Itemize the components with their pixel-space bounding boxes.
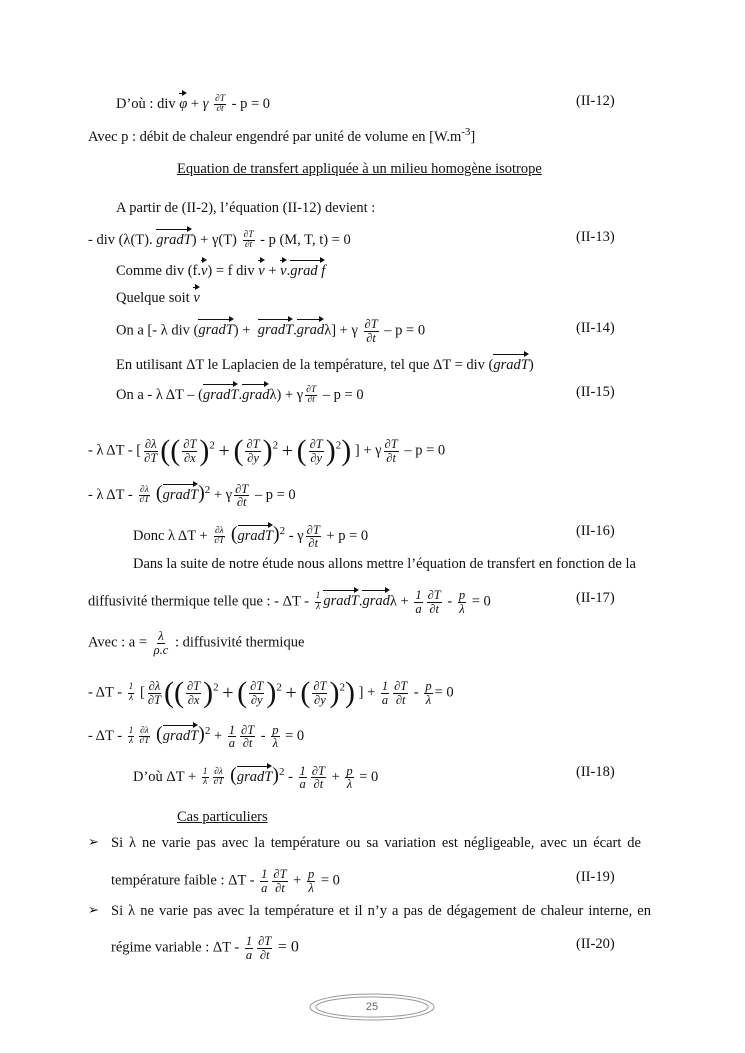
equation-ii-13: - div (λ(T). gradT) + γ(T) $\frac{\partial T}{\partial t}$ - p (M, T, t) = 0 (88, 229, 351, 251)
avec-a-line: Avec : a = $\frac{\lambda}{\rho.c}$ : diffusivité thermique (88, 629, 305, 657)
laplacian-line: En utilisant ΔT le Laplacien de la température, tel que ΔT = div (gradT) (116, 353, 534, 374)
equation-ii-12: D’où : div φ + γ $\frac{\partial T}{\partial t}$ - p = 0 (116, 93, 271, 115)
expanded-equation-3: - ΔT - $\frac{1}{\lambda}$ [ $\frac{\partial\lambda}{\partial T}$ (( $\frac{\partial T}{\partial x}$ )$^2$ + ( $\frac{\partial T}{\partial y}$ )$^2$ + ( $\frac{\partial T}{\partial y}$ )$^2$) ] + $\frac{1}{a}$ $\frac{\partial T}{\partial t}$ - $\frac{p}{\lambda}$ = 0 (88, 676, 454, 709)
note-p-definition (88, 123, 475, 146)
expanded-equation-1: - λ ΔT - [ $\frac{\partial\lambda}{\partial T}$ (( $\frac{\partial T}{\partial x}$ )$^2$ + ( $\frac{\partial T}{\partial y}$ )$^2$ + ( $\frac{\partial T}{\partial y}$ )$^2$) ] + γ $\frac{\partial T}{\partial t}$ – p = 0 (88, 434, 446, 467)
bullet-arrow-icon: ➢ (88, 902, 99, 917)
bullet1-line2-text: température faible : ΔT - (111, 872, 255, 889)
eq15-prefix: On a - λ ΔT – ( (116, 387, 203, 403)
page-number: 25 (365, 1001, 379, 1013)
eq14-prefix: On a [- λ div ( (116, 322, 199, 339)
note-exponent: -3 (461, 126, 471, 138)
laplacian-text: En utilisant ΔT le Laplacien de la température, tel que ΔT = div ( (116, 357, 494, 373)
particular-cases-heading: Cas particuliers (177, 809, 268, 825)
eq16-prefix: Donc λ ΔT + (133, 527, 208, 544)
eq-number-18: (II-18) (576, 764, 615, 780)
equation-ii-19: température faible : ΔT - $\frac{1}{a}$ $\frac{\partial T}{\partial t}$ + $\frac{p}{\lambda}$ = 0 (111, 867, 340, 895)
equation-ii-14: On a [- λ div (gradT) + gradT.gradλ] + γ $\frac{\partial T}{\partial t}$ – p = 0 (116, 317, 426, 345)
bullet1-line1: Si λ ne varie pas avec la température ou sa variation est négligeable, avec un écart de (111, 835, 641, 851)
eq-number-16: (II-16) (576, 523, 615, 539)
equation-ii-16: Donc λ ΔT + $\frac{\partial\lambda}{\partial T}$ (gradT)$^2$ - γ $\frac{\partial T}{\partial t}$ + p = 0 (133, 522, 369, 550)
eq-number-14: (II-14) (576, 320, 615, 336)
quelque-text: Quelque soit (116, 290, 190, 306)
equation-ii-17: diffusivité thermique telle que : - ΔT - $\frac{1}{\lambda}$ gradT.gradλ + $\frac{1}{a}$ $\frac{\partial T}{\partial t}$ - $\frac{p}{\lambda}$ = 0 (88, 588, 491, 616)
diffusivite-text: diffusivité thermique telle que : - ΔT - (88, 593, 309, 610)
page-number-badge (308, 992, 436, 1022)
comme-div-line: Comme div (f.v) = f div v + v.grad f (116, 259, 325, 280)
intro-paragraph: A partir de (II-2), l’équation (II-12) devient : (116, 200, 376, 216)
equation-ii-20: régime variable : ΔT - $\frac{1}{a}$ $\frac{\partial T}{\partial t}$ = 0 (111, 934, 299, 962)
equation-ii-18: D’où ΔT + $\frac{1}{\lambda}$ $\frac{\partial\lambda}{\partial T}$ (gradT)$^2$ - $\frac{1}{a}$ $\frac{\partial T}{\partial t}$ + $\frac{p}{\lambda}$ = 0 (133, 763, 379, 791)
eq-number-20: (II-20) (576, 936, 615, 952)
section-title: Equation de transfert appliquée à un milieu homogène isotrope (177, 161, 542, 177)
expanded-equation-2: - λ ΔT - $\frac{\partial\lambda}{\partial T}$ (gradT)$^2$ + γ $\frac{\partial T}{\partial t}$ – p = 0 (88, 481, 296, 509)
quelque-soit-line: Quelque soit v (116, 286, 200, 307)
eq-number-19: (II-19) (576, 869, 615, 885)
bullet2-line1: Si λ ne varie pas avec la température et il n’y a pas de dégagement de chaleur interne, en (111, 903, 651, 919)
eq-number-12: (II-12) (576, 93, 615, 109)
eq12-prefix: D’où : div (116, 96, 176, 112)
eq-number-17: (II-17) (576, 590, 615, 606)
dans-la-suite-paragraph: Dans la suite de notre étude nous allons mettre l’équation de transfert en fonction de la (133, 556, 636, 572)
avec-a-text: Avec : a = (88, 634, 148, 651)
equation-ii-15: On a - λ ΔT – (gradT.gradλ) + γ $\frac{\partial T}{\partial t}$ – p = 0 (116, 384, 364, 406)
expanded-equation-4: - ΔT - $\frac{1}{\lambda}$ $\frac{\partial\lambda}{\partial T}$ (gradT)$^2$ + $\frac{1}{a}$ $\frac{\partial T}{\partial t}$ - $\frac{p}{\lambda}$ = 0 (88, 722, 305, 750)
bullet-arrow-icon: ➢ (88, 834, 99, 849)
eq18-prefix: D’où ΔT + (133, 768, 197, 785)
avec-a-end: : diffusivité thermique (174, 634, 305, 651)
eq-number-15: (II-15) (576, 384, 615, 400)
note-end: ] (470, 128, 476, 145)
comme-text: Comme div (f. (116, 263, 201, 279)
eq-number-13: (II-13) (576, 229, 615, 245)
note-text: Avec p : débit de chaleur engendré par unité de volume en [W.m (88, 128, 462, 145)
bullet2-line2-text: régime variable : ΔT - (111, 939, 240, 956)
